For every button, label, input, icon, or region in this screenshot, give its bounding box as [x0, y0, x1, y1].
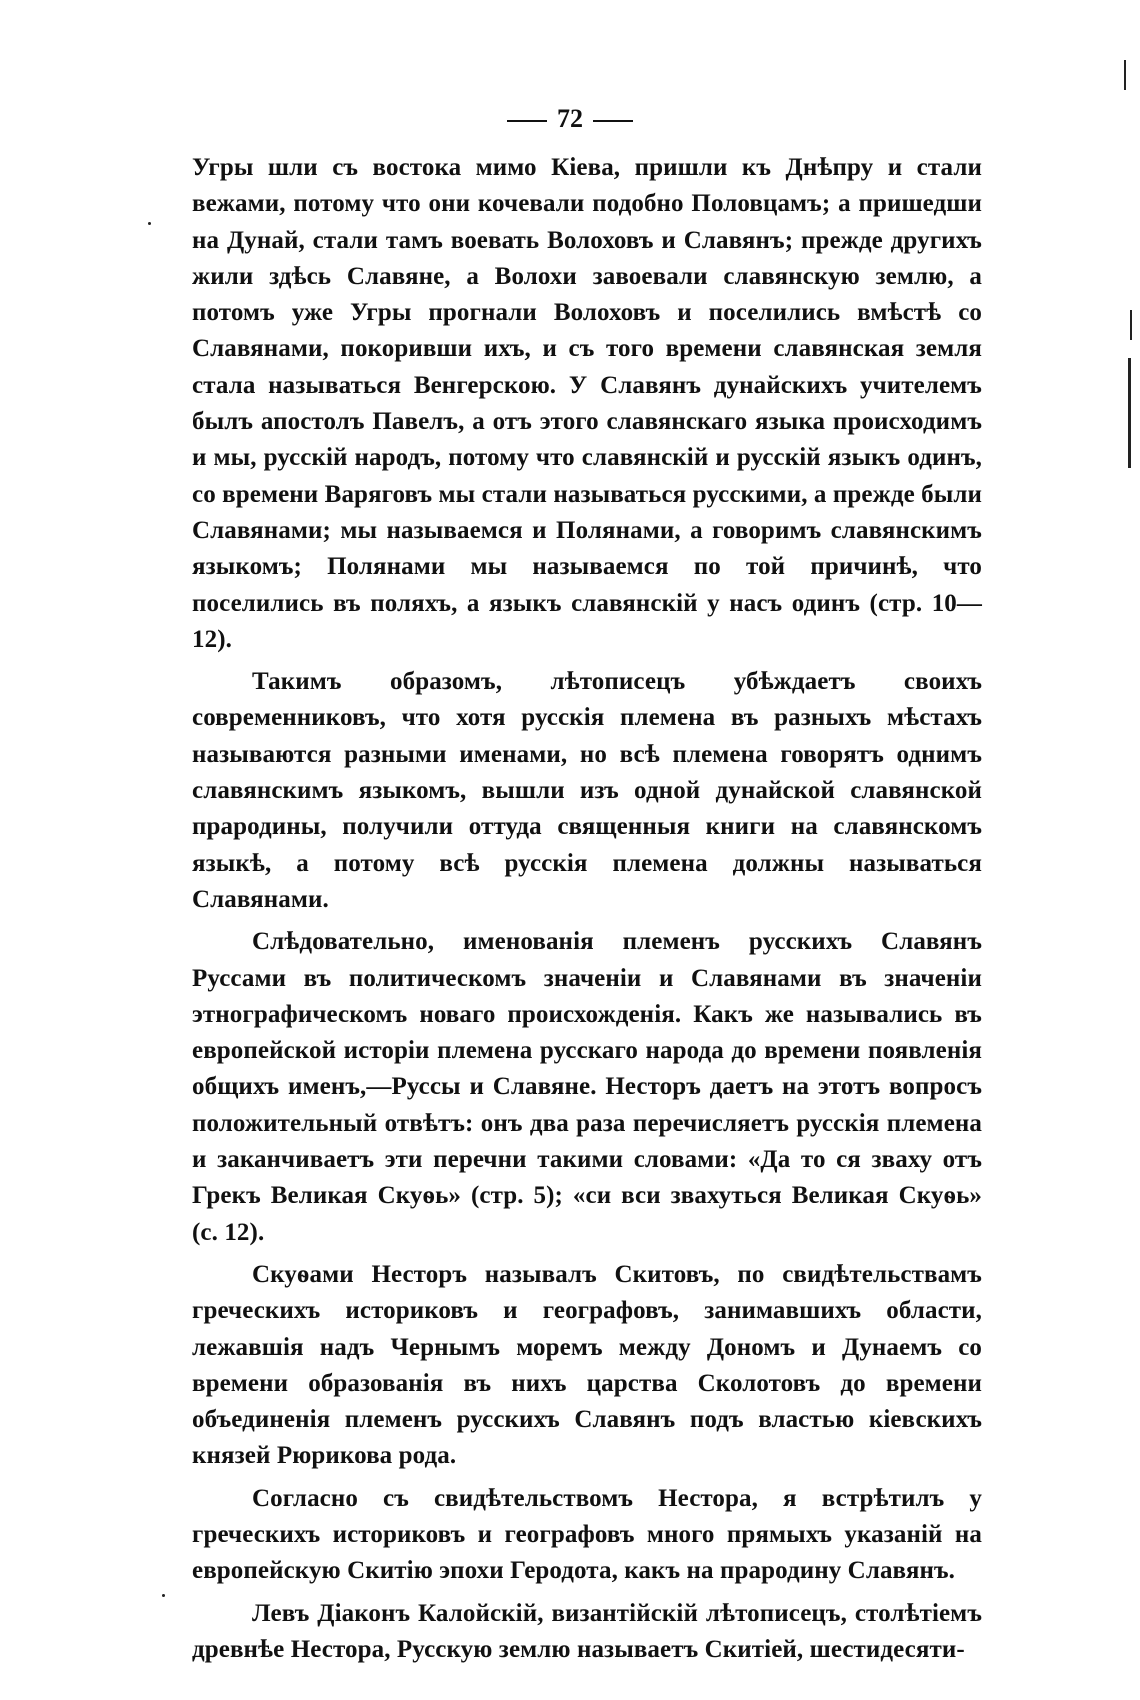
- scan-edge-mark: [1130, 310, 1132, 340]
- scan-edge-mark: [1128, 358, 1131, 468]
- scan-edge-mark: [1124, 60, 1126, 90]
- header-dash-right: [593, 120, 633, 122]
- header-dash-left: [507, 120, 547, 122]
- paragraph: Согласно съ свидѣтельствомъ Нестора, я встрѣтилъ у греческихъ историковъ и географовъ много прямыхъ указаній на европейскую Скитію эпохи Геродота, какъ на прародину Славянъ.: [192, 1484, 982, 1585]
- body-text: [192, 150, 982, 1668]
- page-number: 72: [557, 104, 583, 133]
- paragraph: Такимъ образомъ, лѣтописецъ убѣждаетъ своихъ современниковъ, что хотя русскія племена въ разныхъ мѣстахъ называются разными именами, но всѣ племена говорятъ однимъ славянскимъ языкомъ, вышли изъ одной дунайской славянской прародины, получили оттуда священныя книги на славянскомъ языкѣ, а потому всѣ русскія племена должны называться Славянами.: [192, 668, 982, 913]
- scan-speck: [148, 222, 151, 225]
- paragraph: Скуѳами Несторъ называлъ Скитовъ, по свидѣтельствамъ греческихъ историковъ и географовъ, занимавшихъ области, лежавшія надъ Чернымъ моремъ между Дономъ и Дунаемъ со времени образованія въ нихъ царства Сколотовъ до времени объединенія племенъ русскихъ Славянъ подъ властью кіевскихъ князей Рюрикова рода.: [192, 1260, 982, 1470]
- paragraph: Левъ Діаконъ Калойскій, византійскій лѣтописецъ, столѣтіемъ древнѣе Нестора, Русскую землю называетъ Скитіей, шестидесяти-: [192, 1599, 982, 1663]
- paragraph-continued: Угры шли съ востока мимо Кіева, пришли къ Днѣпру и стали вежами, потому что они кочевали подобно Половцамъ; а пришедши на Дунай, стали тамъ воевать Волоховъ и Славянъ; прежде другихъ жили здѣсь Славяне, а Волохи завоевали славянскую землю, а потомъ уже Угры прогнали Волоховъ и поселились вмѣстѣ со Славянами, покоривши ихъ, и съ того времени славянская земля стала называться Венгерскою. У Славянъ дунайскихъ учителемъ былъ апостолъ Павелъ, а отъ этого славянскаго языка происходимъ и мы, русскій народъ, потому что славянскій и русскій языкъ одинъ, со времени Варяговъ мы стали называться русскими, а прежде были Славянами; мы называемся и Полянами, а говоримъ славянскимъ языкомъ; Полянами мы называемся по той причинѣ, что поселились въ поляхъ, а языкъ славянскій у насъ одинъ (стр. 10—12).: [192, 154, 982, 653]
- paragraph: Слѣдовательно, именованія племенъ русскихъ Славянъ Руссами въ политическомъ значеніи и Славянами въ значеніи этнографическомъ новаго происхожденія. Какъ же назывались въ европейской исторіи племена русскаго народа до времени появленія общихъ именъ,—Руссы и Славяне. Несторъ даетъ на этотъ вопросъ положительный отвѣтъ: онъ два раза перечисляетъ русскія племена и заканчиваетъ эти перечни такими словами: «Да то ся зваху отъ Грекъ Великая Скуѳь» (стр. 5); «си вси звахуться Великая Скуѳь» (с. 12).: [192, 928, 982, 1246]
- scan-speck: [162, 1594, 165, 1597]
- page-header: [0, 104, 1140, 134]
